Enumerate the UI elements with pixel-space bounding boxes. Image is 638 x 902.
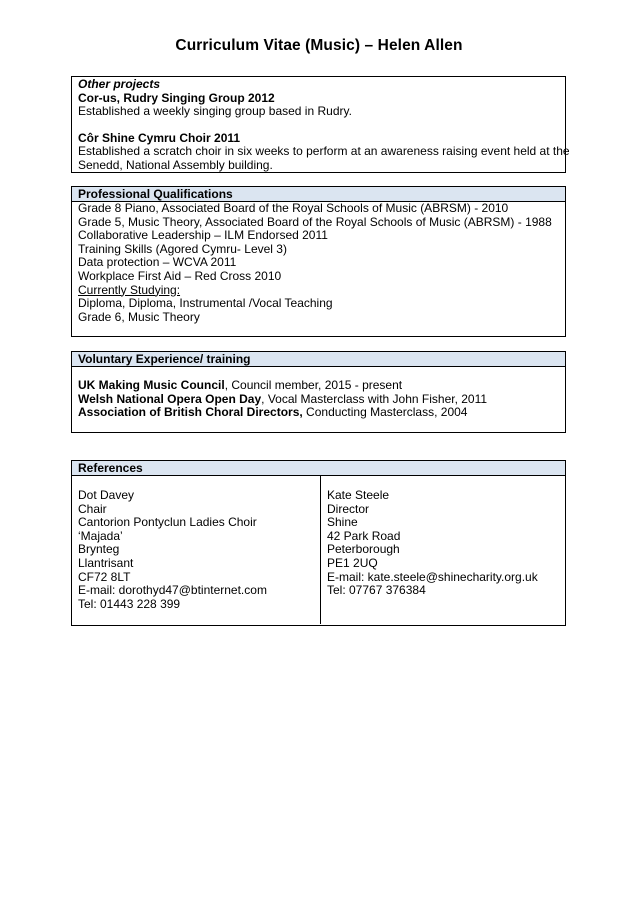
reference-line: Dot Davey	[78, 488, 135, 502]
reference-email: E-mail: kate.steele@shinecharity.org.uk	[327, 569, 538, 584]
project-description: Established a weekly singing group based in Rudry.	[78, 104, 352, 119]
reference-phone: Tel: 01443 228 399	[78, 596, 181, 611]
qualification-item: Grade 5, Music Theory, Associated Board of the Royal Schools of Music (ABRSM) - 1988	[78, 214, 552, 229]
references-columns	[72, 476, 565, 624]
reference-line: Llantrisant	[78, 555, 134, 570]
reference-line: CF72 8LT	[78, 569, 131, 584]
voluntary-item	[72, 406, 565, 420]
references-section	[71, 460, 566, 626]
qualifications-section	[71, 186, 566, 337]
voluntary-org: Welsh National Opera Open Day	[78, 391, 262, 406]
project-title: Cor-us, Rudry Singing Group 2012	[78, 90, 275, 105]
spacer	[72, 119, 565, 132]
voluntary-detail: , Vocal Masterclass with John Fisher, 2011	[261, 391, 488, 406]
qualification-item: Collaborative Leadership – ILM Endorsed 2011	[78, 228, 328, 243]
voluntary-item	[72, 393, 565, 407]
other-projects-section	[71, 76, 570, 173]
voluntary-item	[72, 379, 565, 393]
reference-line: ‘Majada’	[78, 528, 123, 543]
voluntary-header: Voluntary Experience/ training	[72, 352, 565, 367]
qualification-item: Training Skills (Agored Cymru- Level 3)	[78, 241, 287, 256]
reference-right	[320, 476, 565, 624]
reference-left	[72, 476, 320, 624]
qualification-item: Grade 8 Piano, Associated Board of the Royal Schools of Music (ABRSM) - 2010	[78, 201, 509, 215]
studying-item: Grade 6, Music Theory	[78, 309, 200, 324]
project-description: Senedd, National Assembly building.	[78, 157, 273, 172]
reference-email: E-mail: dorothyd47@btinternet.com	[78, 583, 267, 598]
qualifications-header: Professional Qualifications	[72, 187, 565, 202]
reference-line: Brynteg	[78, 542, 120, 557]
reference-line: Cantorion Pontyclun Ladies Choir	[78, 515, 257, 530]
voluntary-org: UK Making Music Council	[78, 378, 225, 392]
currently-studying-label: Currently Studying:	[78, 282, 181, 297]
references-header: References	[72, 461, 565, 476]
qualification-item: Data protection – WCVA 2011	[78, 255, 237, 270]
page-title: Curriculum Vitae (Music) – Helen Allen	[175, 37, 463, 54]
qualification-item: Workplace First Aid – Red Cross 2010	[78, 268, 282, 283]
reference-line: Shine	[327, 515, 358, 530]
reference-line: Peterborough	[327, 542, 400, 557]
reference-line: Kate Steele	[327, 488, 390, 502]
reference-line: Chair	[78, 501, 107, 516]
studying-item: Diploma, Diploma, Instrumental /Vocal Teaching	[78, 296, 333, 311]
reference-line: 42 Park Road	[327, 528, 401, 543]
project-title: Côr Shine Cymru Choir 2011	[78, 130, 241, 145]
other-projects-header: Other projects	[78, 77, 161, 91]
voluntary-org: Association of British Choral Directors,	[78, 405, 303, 420]
voluntary-detail: , Council member, 2015 - present	[224, 378, 403, 392]
voluntary-section	[71, 351, 566, 433]
reference-line: PE1 2UQ	[327, 555, 378, 570]
voluntary-detail: Conducting Masterclass, 2004	[302, 405, 468, 420]
reference-line: Director	[327, 501, 370, 516]
project-description: Established a scratch choir in six weeks to perform at an awareness raising event held at the	[78, 144, 570, 159]
reference-phone: Tel: 07767 376384	[327, 583, 426, 598]
